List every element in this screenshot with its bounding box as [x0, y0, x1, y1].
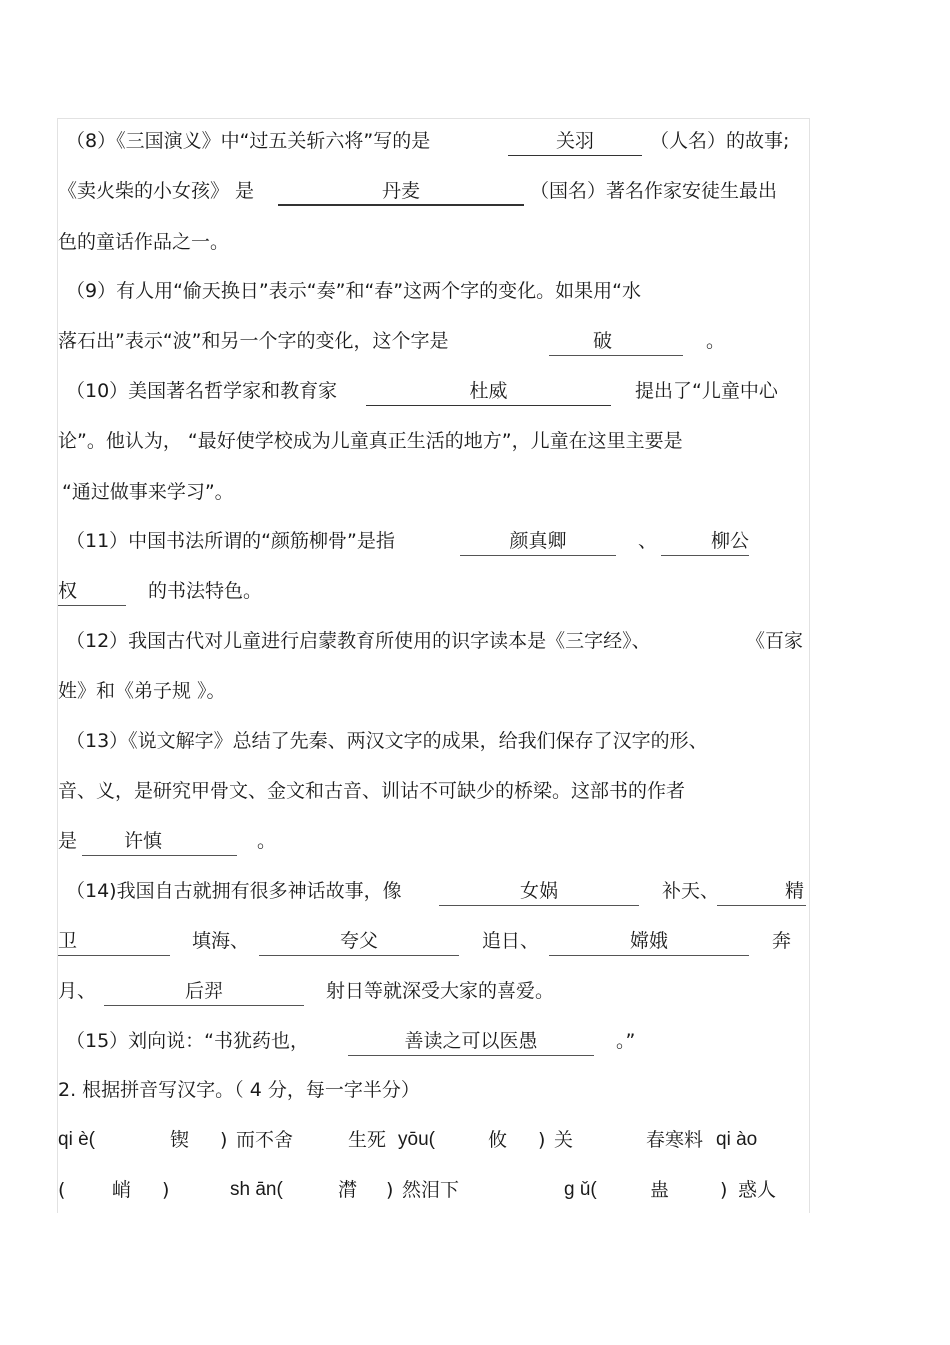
- text-huoren: 惑人: [738, 1179, 777, 1201]
- answer-qiao[interactable]: 峭: [112, 1179, 132, 1201]
- close-paren-qie: ): [220, 1129, 228, 1151]
- q12-line1-suffix: 《百家: [746, 630, 804, 652]
- q15-answer-blank[interactable]: 善读之可以医愚: [348, 1026, 594, 1056]
- section2-title: 2. 根据拼音写汉字。（ 4 分，每一字半分）: [58, 1079, 420, 1101]
- q14-line3: [58, 976, 808, 1006]
- q9-answer-blank[interactable]: 破: [549, 326, 683, 356]
- q13-line3-prefix: 是: [58, 830, 78, 852]
- q14-answer4-blank[interactable]: 嫦娥: [549, 926, 749, 956]
- q13-answer-blank[interactable]: 许慎: [82, 826, 237, 856]
- q11-sep: 、: [638, 530, 658, 552]
- answer-qie[interactable]: 锲: [170, 1129, 190, 1151]
- q10-line3: “通过做事来学习”。: [62, 481, 234, 503]
- q14-prefix: （14)我国自古就拥有很多神话故事，像: [66, 880, 402, 902]
- q14-answer3-blank[interactable]: 夸父: [259, 926, 459, 956]
- q15-prefix: （15）刘向说：“书犹药也，: [66, 1030, 310, 1052]
- text-shengsi: 生死: [348, 1129, 387, 1151]
- q13-line1: （13）《说文解字》总结了先秦、两汉文字的成果，给我们保存了汉字的形、: [66, 730, 708, 752]
- q8-line2-suffix: （国名）著名作家安徒生最出: [530, 180, 778, 202]
- q10-line2: 论”。他认为， “最好使学校成为儿童真正生活的地方”，儿童在这里主要是: [58, 430, 683, 452]
- close-paren-gu: ): [720, 1179, 728, 1201]
- q11-prefix: （11）中国书法所谓的“颜筋柳骨”是指: [66, 530, 395, 552]
- q14-t4-part1: 奔: [772, 930, 792, 952]
- answer-shan[interactable]: 潸: [338, 1179, 358, 1201]
- q10-answer-blank[interactable]: 杜威: [366, 376, 611, 406]
- q9-line2-suffix: 。: [706, 330, 726, 352]
- q11-suffix: 的书法特色。: [148, 580, 263, 602]
- q14-t5: 射日等就深受大家的喜爱。: [326, 980, 555, 1002]
- q9-line2-prefix: 落石出”表示“波”和另一个字的变化，这个字是: [58, 330, 449, 352]
- q14-line1: [58, 876, 808, 906]
- pinyin-you: yōu(: [398, 1129, 435, 1150]
- q8-answer1-blank[interactable]: 关羽: [508, 126, 642, 156]
- q14-answer1-blank[interactable]: 女娲: [439, 876, 639, 906]
- pinyin-qiao: qi ào: [716, 1129, 758, 1150]
- q8-mid: （人名）的故事;: [650, 130, 790, 152]
- q14-t1: 补天、: [662, 880, 720, 902]
- close-paren-qiao: ): [162, 1179, 170, 1201]
- q12-line2: 姓》和《弟子规 》。: [58, 680, 226, 702]
- q11-line1: [58, 526, 808, 556]
- q11-line2: [58, 576, 808, 606]
- q14-t3: 追日、: [482, 930, 540, 952]
- q13-line2: 音、义，是研究甲骨文、金文和古音、训诂不可缺少的桥梁。这部书的作者: [58, 780, 686, 802]
- q9-line2: [58, 326, 808, 356]
- answer-gu[interactable]: 蛊: [650, 1179, 670, 1201]
- q8-line2-prefix: 《卖火柴的小女孩》 是: [58, 180, 255, 202]
- q11-answer1-blank[interactable]: 颜真卿: [460, 526, 616, 556]
- q9-line1: （9）有人用“偷天换日”表示“奏”和“春”这两个字的变化。如果用“水: [66, 280, 641, 302]
- q11-answer2-blank-part2[interactable]: 权: [58, 576, 126, 606]
- q10-line1: [58, 376, 808, 406]
- q8-prefix: （8）《三国演义》中“过五关斩六将”写的是: [66, 130, 431, 152]
- q8-line1: [58, 126, 808, 156]
- q14-t2: 填海、: [192, 930, 250, 952]
- q14-answer2-blank-part1[interactable]: 精: [717, 876, 806, 906]
- q15-line: [58, 1026, 808, 1056]
- close-paren-you: ): [538, 1129, 546, 1151]
- q12-line1-prefix: （12）我国古代对儿童进行启蒙教育所使用的识字读本是《三字经》、: [66, 630, 651, 652]
- q8-line3: 色的童话作品之一。: [58, 231, 230, 253]
- pinyin-row2: [58, 1175, 808, 1205]
- q15-suffix: 。”: [616, 1030, 636, 1052]
- q10-suffix: 提出了“儿童中心: [635, 380, 778, 402]
- text-chunhanliao: 春寒料: [646, 1129, 704, 1151]
- q8-line2: [58, 176, 808, 206]
- answer-you[interactable]: 攸: [488, 1129, 508, 1151]
- open-paren-qiao: (: [58, 1179, 66, 1201]
- text-ranleixia: 然泪下: [402, 1179, 460, 1201]
- q8-answer2-blank[interactable]: 丹麦: [278, 176, 524, 206]
- q14-t4-part2: 月、: [58, 980, 97, 1002]
- q10-prefix: （10）美国著名哲学家和教育家: [66, 380, 338, 402]
- q14-answer5-blank[interactable]: 后羿: [104, 976, 304, 1006]
- text-bushe: 而不舍: [236, 1129, 294, 1151]
- q11-answer2-blank-part1[interactable]: 柳公: [661, 526, 749, 556]
- pinyin-gu: g ǔ(: [564, 1179, 597, 1200]
- q13-line3-suffix: 。: [257, 830, 277, 852]
- close-paren-shan: ): [386, 1179, 394, 1201]
- q12-line1: [58, 626, 808, 656]
- pinyin-shan: sh ān(: [230, 1179, 283, 1200]
- pinyin-row1: [58, 1125, 808, 1155]
- pinyin-qie: qi è(: [58, 1129, 95, 1150]
- q13-line3: [58, 826, 808, 856]
- q14-answer2-blank-part2[interactable]: 卫: [58, 926, 170, 956]
- text-guan: 关: [554, 1129, 574, 1151]
- q14-line2: [58, 926, 808, 956]
